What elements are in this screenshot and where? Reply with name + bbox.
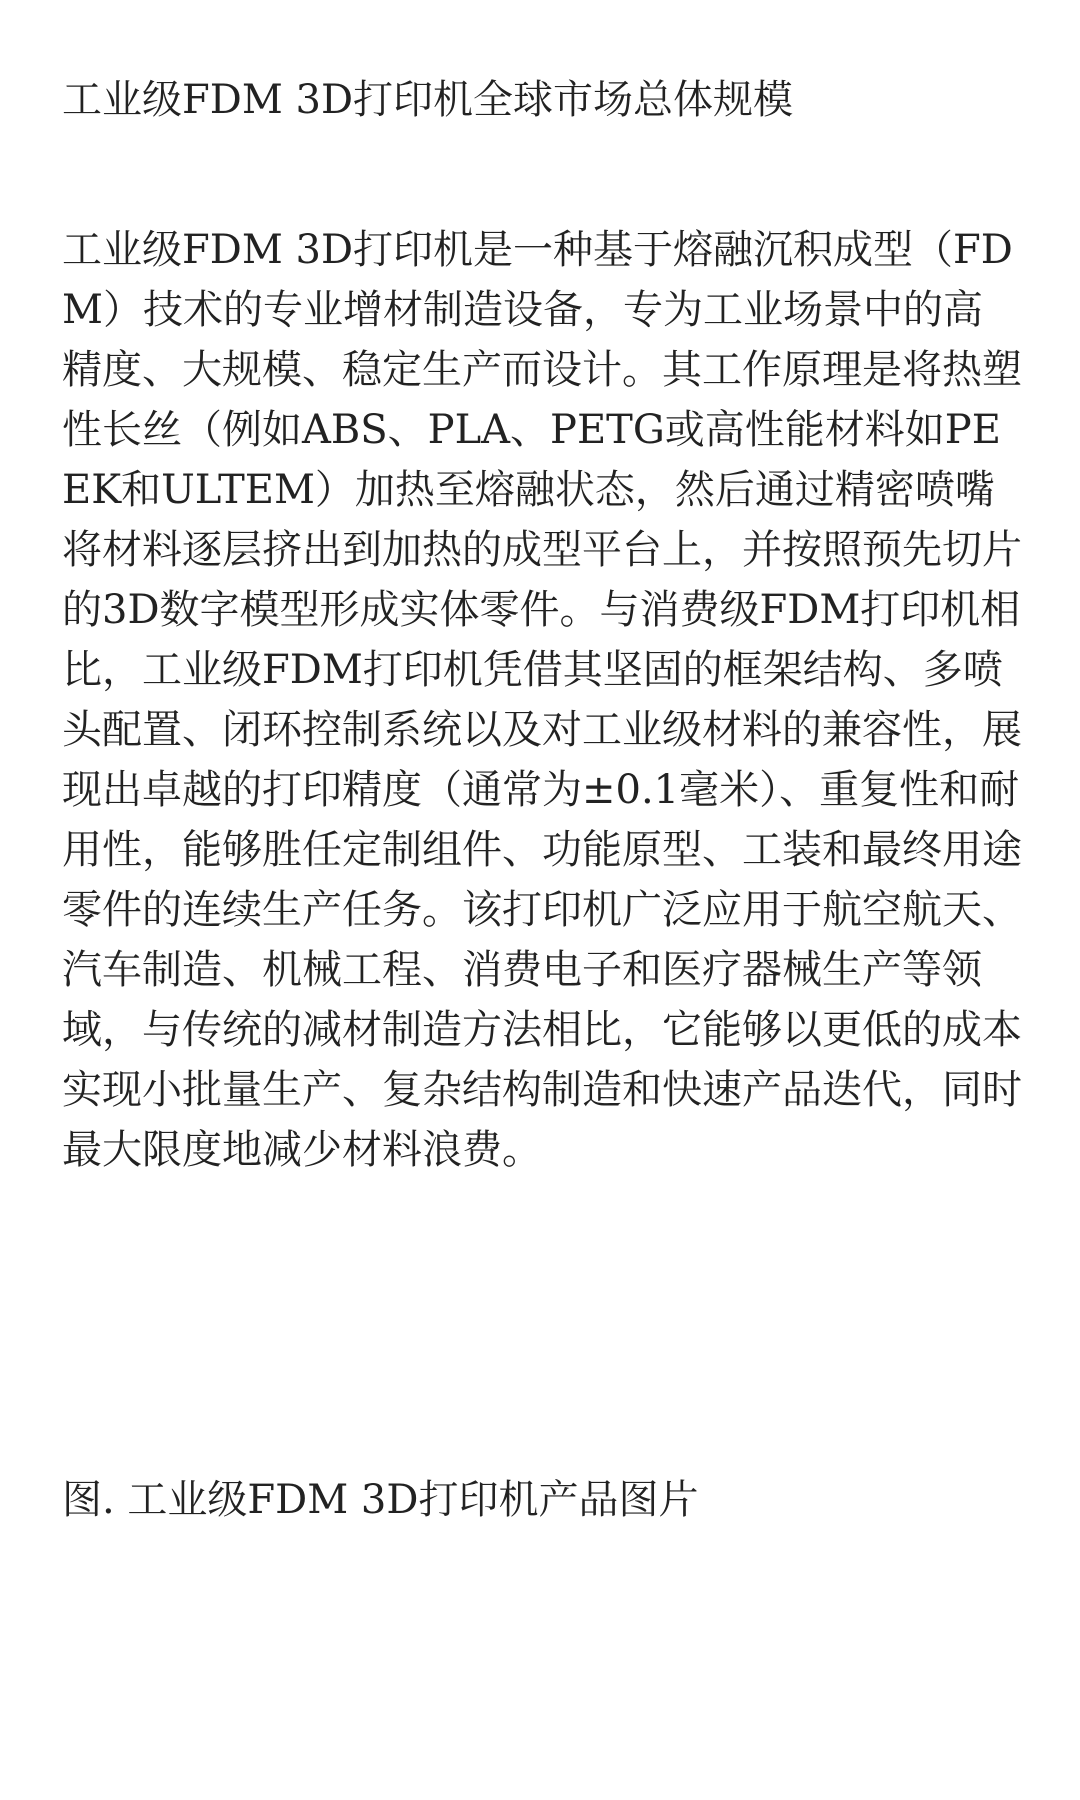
figure-caption: 图. 工业级FDM 3D打印机产品图片 bbox=[62, 1477, 699, 1523]
body-paragraph: 工业级FDM 3D打印机是一种基于熔融沉积成型（FDM）技术的专业增材制造设备，专为工业场景中的高精度、大规模、稳定生产而设计。其工作原理是将热塑性长丝（例如ABS、PLA、PETG或高性能材料如PEEK和ULTEM）加热至熔融状态，然后通过精密喷嘴将材料逐层挤出到加热的成型平台上，并按照预先切片的3D数字模型形成实体零件。与消费级FDM打印机相比，工业级FDM打印机凭借其坚固的框架结构、多喷头配置、闭环控制系统以及对工业级材料的兼容性，展现出卓越的打印精度（通常为±0.1毫米）、重复性和耐用性，能够胜任定制组件、功能原型、工装和最终用途零件的连续生产任务。该打印机广泛应用于航空航天、汽车制造、机械工程、消费电子和医疗器械生产等领域，与传统的减材制造方法相比，它能够以更低的成本实现小批量生产、复杂结构制造和快速产品迭代，同时最大限度地减少材料浪费。 bbox=[62, 227, 1022, 1173]
document-title: 工业级FDM 3D打印机全球市场总体规模 bbox=[62, 77, 794, 123]
